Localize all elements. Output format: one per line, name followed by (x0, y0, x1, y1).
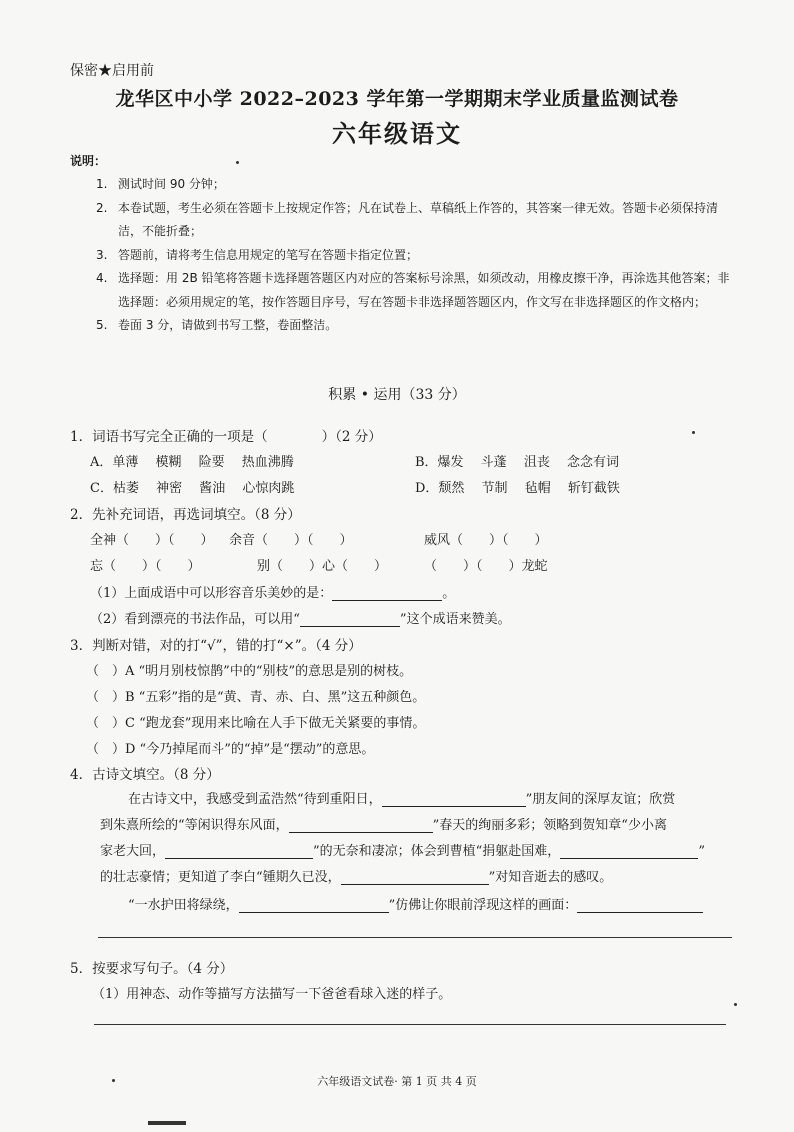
q1-option-b[interactable]: B．爆发 斗蓬 沮丧 念念有词 (415, 455, 619, 470)
q4-text: “一水护田将绿绕， (128, 898, 239, 913)
q2-sub1-text: （1）上面成语中可以形容音乐美妙的是： (90, 586, 333, 601)
q4-text: ”春天的绚丽多彩；领略到贺知章“少小离 (432, 818, 667, 833)
instruction-text: 选择题：用 2B 铅笔将答题卡选择题答题区内对应的答案标号涂黑，如须改动，用橡皮擦干净，再涂选其他答案；非选择题：必须用规定的笔，按作答题目序号，写在答题卡非选择题答题区内，作文写在非选择题区的作文格内； (118, 271, 730, 309)
q5-sub1: （1）用神态、动作等描写方法描写一下爸爸看球入迷的样子。 (92, 987, 452, 1002)
q2-sub1 (90, 582, 455, 601)
q2-stem: 2．先补充词语，再选词填空。（8 分） (70, 507, 301, 523)
scan-speck (692, 431, 695, 434)
q3-stem: 3．判断对错，对的打“√”，错的打“×”。（4 分） (70, 638, 362, 654)
q5-answer-line[interactable] (94, 1024, 726, 1025)
instruction-text: 测试时间 90 分钟； (118, 177, 225, 191)
instruction-text: 本卷试题，考生必须在答题卡上按规定作答；凡在试卷上、草稿纸上作答的，其答案一律无效。答题卡必须保持清洁，不能折叠； (118, 200, 719, 238)
q4-blank-5[interactable] (341, 870, 489, 885)
q1-option-a[interactable]: A．单薄 模糊 险要 热血沸腾 (90, 455, 294, 470)
q3-item-a[interactable]: （ ）A “明月别枝惊鹊”中的“别枝”的意思是别的树枝。 (86, 664, 413, 679)
q3-item-c[interactable]: （ ）C “跑龙套”现用来比喻在人手下做无关紧要的事情。 (86, 716, 426, 731)
q4-text: 到朱熹所绘的“等闲识得东风面， (100, 818, 289, 833)
q2-idiom-4[interactable]: 忘（ ）（ ） (90, 559, 201, 574)
q2-idiom-2[interactable]: 余音（ ）（ ） (229, 533, 353, 548)
q4-line-3 (100, 840, 705, 859)
q4-text: 家老大回， (100, 844, 166, 859)
instruction-text: 卷面 3 分，请做到书写工整，卷面整洁。 (118, 318, 338, 332)
q4-line-2 (100, 814, 667, 833)
confidential-label: 保密★启用前 (70, 63, 154, 79)
q4-text: ”仿佛让你眼前浮现这样的画面： (388, 898, 578, 913)
q4-text: ”朋友间的深厚友谊；欣赏 (525, 792, 676, 807)
q5-stem: 5．按要求写句子。（4 分） (70, 961, 234, 977)
instruction-item (96, 173, 736, 197)
q2-idiom-1[interactable]: 全神（ ）（ ） (90, 533, 214, 548)
q2-sub2-end: ”这个成语来赞美。 (399, 612, 511, 627)
section-title: 积累 • 运用（33 分） (328, 387, 466, 403)
q3-item-d[interactable]: （ ）D “今乃掉尾而斗”的“掉”是“摆动”的意思。 (86, 742, 375, 757)
q4-text: 在古诗文中，我感受到孟浩然“待到重阳日， (128, 792, 382, 807)
instruction-num: 3. (96, 247, 108, 262)
instruction-text: 答题前，请将考生信息用规定的笔写在答题卡指定位置； (118, 247, 419, 262)
scan-speck (112, 1079, 115, 1082)
exam-subtitle: 六年级语文 (332, 119, 462, 148)
q4-text: ”的无奈和凄凉；体会到曹植“捐躯赴国难， (313, 844, 561, 859)
q4-blank-1[interactable] (382, 792, 526, 807)
q4-answer-line[interactable] (98, 937, 732, 938)
q2-sub1-blank[interactable] (332, 586, 442, 601)
instruction-num: 2. (96, 200, 108, 215)
page-footer: 六年级语文试卷· 第 1 页 共 4 页 (317, 1075, 477, 1088)
q4-line-4 (100, 866, 612, 885)
instruction-num: 1. (96, 177, 108, 191)
q2-idiom-5[interactable]: 别（ ）心（ ） (257, 559, 388, 574)
instruction-num: 4. (96, 271, 108, 285)
q4-line-5 (128, 894, 703, 913)
q4-blank-3[interactable] (165, 844, 313, 859)
q2-sub1-end: 。 (442, 586, 456, 601)
q2-sub2 (90, 608, 511, 627)
q4-stem: 4．古诗文填空。（8 分） (70, 767, 220, 783)
q4-blank-6[interactable] (239, 898, 389, 913)
q4-text: ”对知音逝去的感叹。 (488, 870, 613, 885)
instruction-item (96, 244, 736, 268)
scan-mark (148, 1121, 186, 1125)
q4-line-1 (128, 788, 675, 807)
instruction-item (96, 197, 736, 244)
q4-text: 的壮志豪情；更知道了李白“锺期久已没， (100, 870, 341, 885)
q1-stem: 1．词语书写完全正确的一项是（ ）（2 分） (70, 429, 382, 445)
instruction-item (96, 314, 736, 338)
q2-sub2-blank[interactable] (300, 612, 400, 627)
q1-option-c[interactable]: C．枯萎 神密 酱油 心惊肉跳 (90, 481, 295, 496)
instructions-label: 说明： (70, 154, 107, 168)
q1-option-d[interactable]: D．颓然 节制 毡帽 斩钉截铁 (415, 481, 620, 496)
q2-sub2-text: （2）看到漂亮的书法作品，可以用“ (90, 612, 300, 627)
q4-blank-7[interactable] (577, 898, 703, 913)
instructions-list (96, 173, 736, 338)
q3-item-b[interactable]: （ ）B “五彩”指的是“黄、青、赤、白、黑”这五种颜色。 (86, 690, 426, 705)
scan-speck (236, 161, 239, 164)
q4-text: ” (698, 844, 705, 859)
exam-title: 龙华区中小学 2022–2023 学年第一学期期末学业质量监测试卷 (115, 88, 679, 110)
q4-blank-4[interactable] (560, 844, 698, 859)
instruction-item (96, 267, 736, 314)
q4-blank-2[interactable] (289, 818, 433, 833)
q2-idiom-6[interactable]: （ ）（ ）龙蛇 (424, 559, 548, 574)
instruction-num: 5. (96, 318, 108, 332)
scan-speck (734, 1003, 737, 1006)
q2-idiom-3[interactable]: 威风（ ）（ ） (424, 533, 548, 548)
